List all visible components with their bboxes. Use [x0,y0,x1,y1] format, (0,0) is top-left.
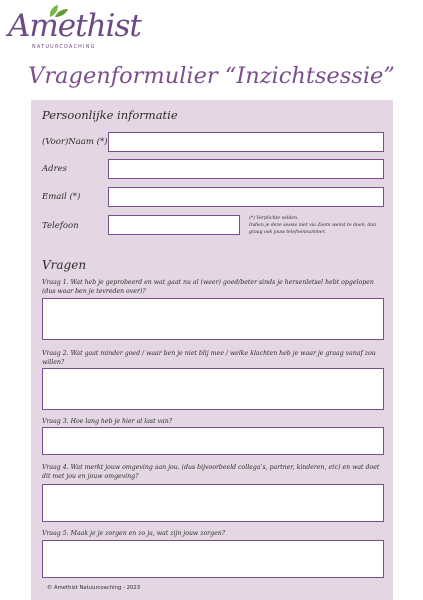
brand-logo[interactable] [8,4,141,54]
footer-copyright: © Amethist Natuurcoaching - 2023 [47,585,141,591]
section-heading-questions: Vragen [42,258,87,272]
logo-subtitle: NATUURCOACHING [32,45,96,50]
question-4-answer[interactable] [42,484,384,522]
field-label-name: (Voor)Naam (*) [42,137,108,147]
form-title: Vragenformulier “Inzichtsessie” [28,63,395,89]
note-line: Indien je deze sessie niet via Zoom wenst te doen, dan graag ook jouw telefoonnummer. [249,223,377,235]
email-field[interactable] [108,187,384,207]
field-label-phone: Telefoon [42,221,79,231]
header [0,0,423,100]
question-3-text: Vraag 3. Hoe lang heb je hier al last van? [42,418,173,425]
required-fields-note [249,215,385,236]
name-field[interactable] [108,132,384,152]
field-label-email: Email (*) [42,192,81,202]
field-label-address: Adres [42,164,68,174]
question-4-text: Vraag 4. Wat merkt jouw omgeving aan jou. (dus bijvoorbeeld collega’s, partner, kinderen, etc) en wat doet dit met jou en jouw omgeving? [42,464,380,480]
question-2-text: Vraag 2. Wat gaat minder goed / waar ben je niet blij mee / welke klachten heb je waar je graag vanaf zou willen? [42,350,376,366]
question-1-text: Vraag 1. Wat heb je geprobeerd en wat gaat nu al (weer) goed/beter sinds je hersenletsel hebt opgelopen (dus waar ben je tevreden over)? [42,279,374,295]
section-heading-personal: Persoonlijke informatie [42,108,178,122]
question-1-answer[interactable] [42,298,384,340]
logo-text: Amethist [8,8,141,44]
question-3-answer[interactable] [42,427,384,455]
note-line: (*) Verplichte velden. [249,216,299,221]
phone-field[interactable] [108,215,240,235]
question-2-answer[interactable] [42,368,384,410]
question-5-answer[interactable] [42,540,384,578]
question-5-text: Vraag 5. Maak je je zorgen en zo ja, wat zijn jouw zorgen? [42,530,226,537]
address-field[interactable] [108,159,384,179]
